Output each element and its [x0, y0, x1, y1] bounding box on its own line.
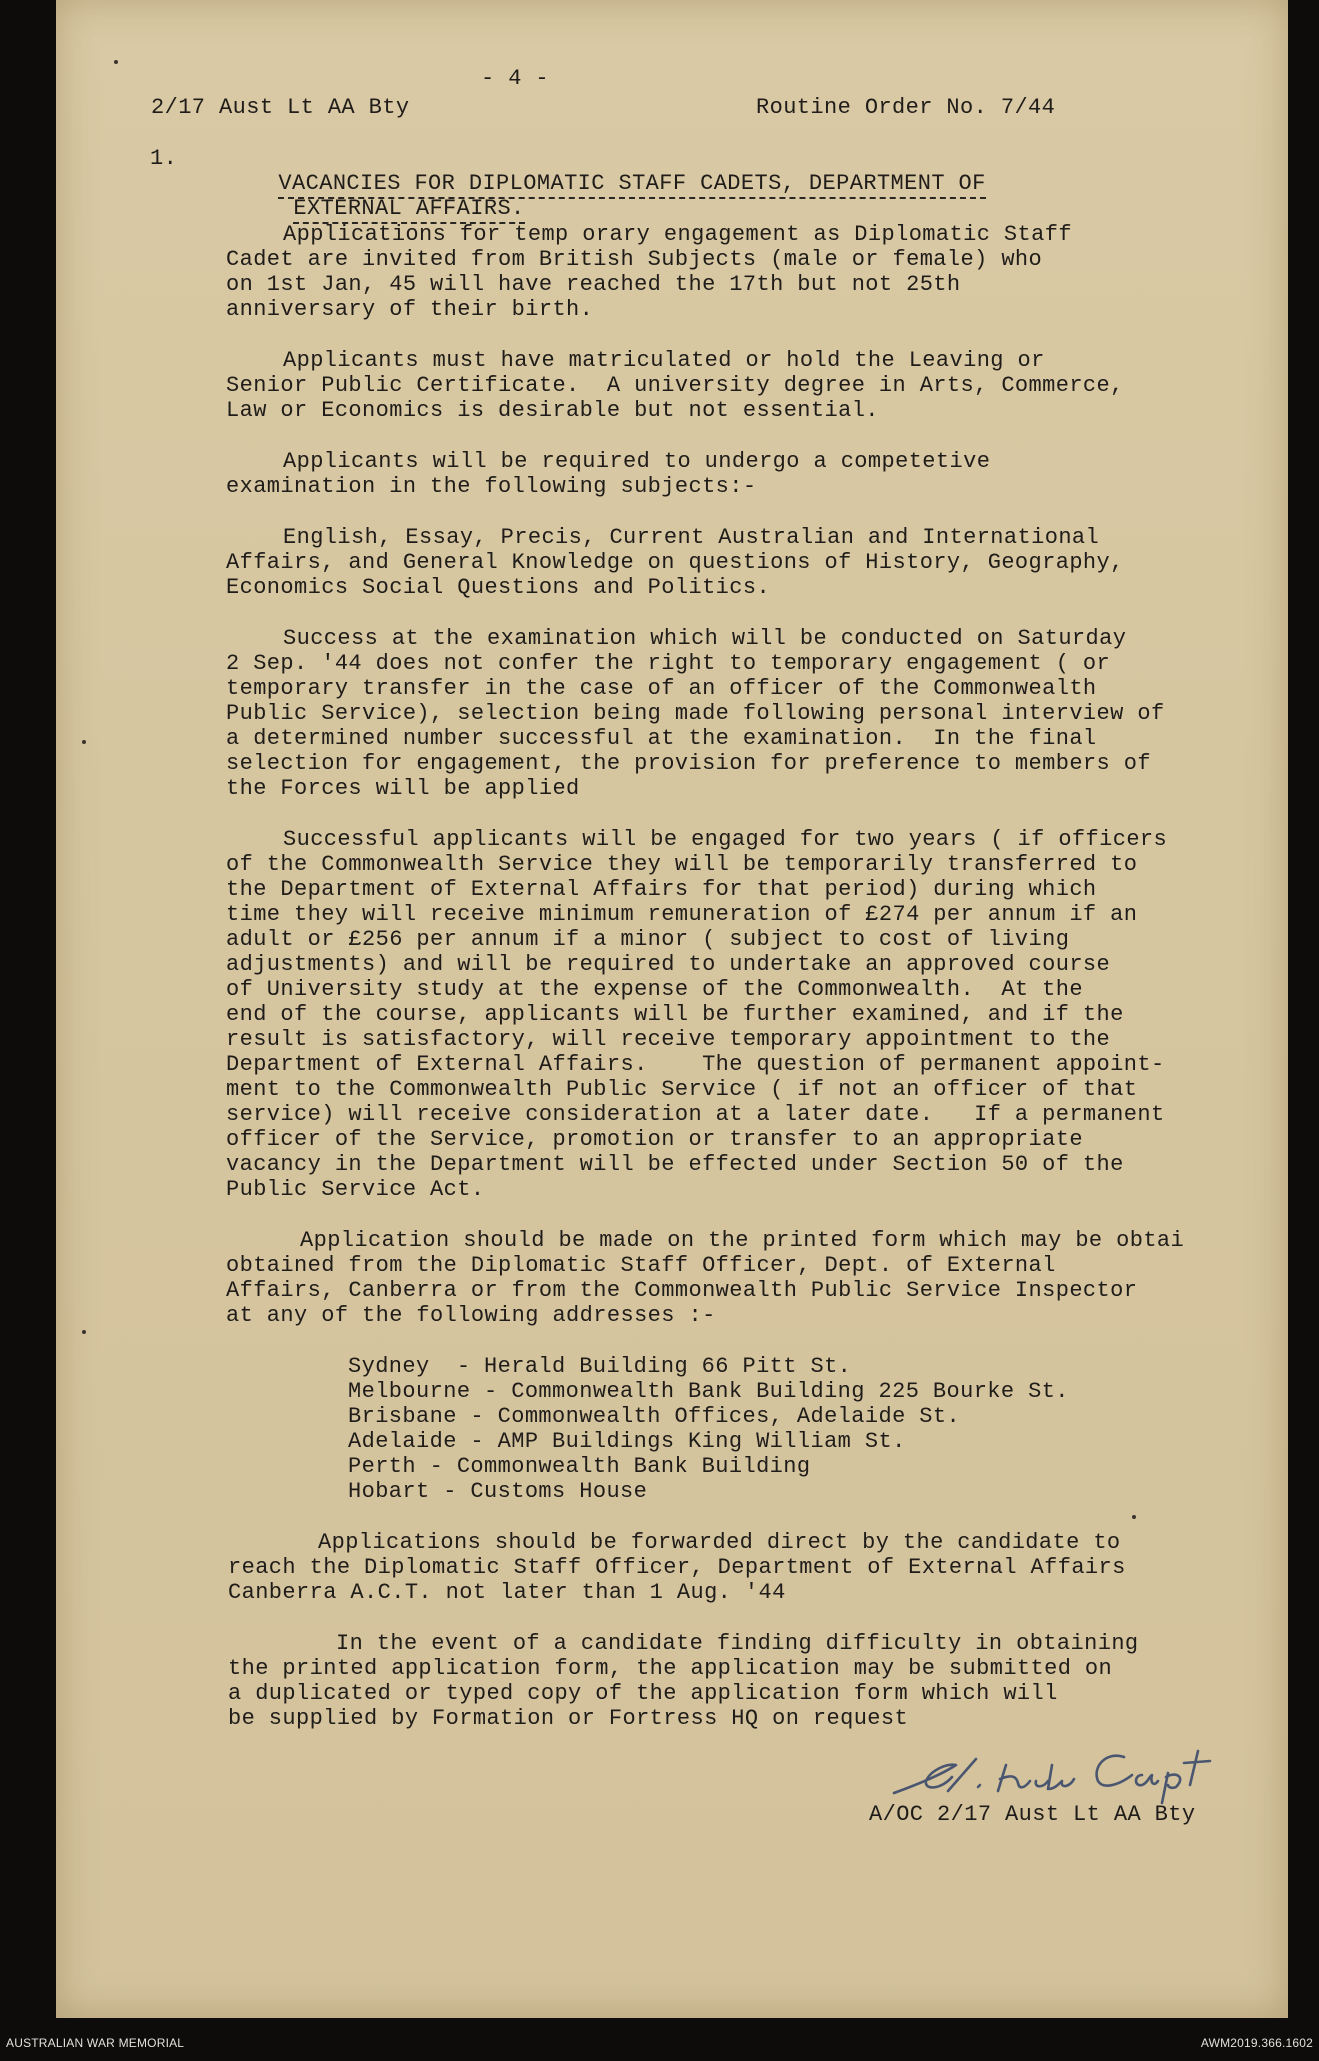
paper-speck: [82, 1330, 86, 1334]
paragraph-line: result is satisfactory, will receive temporary appointment to the: [226, 1027, 1111, 1052]
address-item: Perth - Commonwealth Bank Building: [348, 1454, 811, 1479]
item-number: 1.: [150, 146, 178, 171]
paragraph-line: end of the course, applicants will be further examined, and if the: [226, 1002, 1124, 1027]
paragraph-line: the Department of External Affairs for that period) during which: [226, 877, 1097, 902]
paragraph-line: examination in the following subjects:-: [226, 474, 757, 499]
paragraph-line: a determined number successful at the examination. In the final: [226, 726, 1097, 751]
paper-speck: [1132, 1515, 1136, 1519]
signature-block: A/OC 2/17 Aust Lt AA Bty: [869, 1802, 1196, 1827]
paragraph-line: Law or Economics is desirable but not essential.: [226, 398, 879, 423]
paragraph-line: adult or £256 per annum if a minor ( subject to cost of living: [226, 927, 1070, 952]
paragraph-line: service) will receive consideration at a later date. If a permanent: [226, 1102, 1165, 1127]
header-unit: 2/17 Aust Lt AA Bty: [151, 95, 410, 120]
paragraph-line: a duplicated or typed copy of the application form which will: [228, 1681, 1058, 1706]
paragraph-line: temporary transfer in the case of an officer of the Commonwealth: [226, 676, 1097, 701]
document-page: [56, 0, 1288, 2018]
paragraph-line: anniversary of their birth.: [226, 297, 594, 322]
paragraph-line: 2 Sep. '44 does not confer the right to temporary engagement ( or: [226, 651, 1111, 676]
paragraph-line: Public Service), selection being made following personal interview of: [226, 701, 1165, 726]
paragraph-line: Department of External Affairs. The question of permanent appoint-: [226, 1052, 1165, 1077]
paragraph-line: Applications should be forwarded direct by the candidate to: [318, 1530, 1121, 1555]
handwritten-signature: [886, 1735, 1246, 1805]
paragraph-line: vacancy in the Department will be effected under Section 50 of the: [226, 1152, 1124, 1177]
paragraph-line: Applicants will be required to undergo a competetive: [283, 449, 991, 474]
paragraph-line: adjustments) and will be required to undertake an approved course: [226, 952, 1111, 977]
paragraph-line: Senior Public Certificate. A university degree in Arts, Commerce,: [226, 373, 1124, 398]
paragraph-line: the printed application form, the application may be submitted on: [228, 1656, 1113, 1681]
paragraph-line: English, Essay, Precis, Current Australian and International: [283, 525, 1100, 550]
page-number: - 4 -: [481, 66, 550, 91]
paragraph-line: Cadet are invited from British Subjects (male or female) who: [226, 247, 1043, 272]
paragraph-line: Applicants must have matriculated or hold the Leaving or: [283, 348, 1045, 373]
paragraph-line: of University study at the expense of the Commonwealth. At the: [226, 977, 1083, 1002]
paragraph-line: Affairs, Canberra or from the Commonwealth Public Service Inspector: [226, 1278, 1138, 1303]
paragraph-line: Applications for temp orary engagement as Diplomatic Staff: [283, 222, 1072, 247]
paragraph-line: time they will receive minimum remuneration of £274 per annum if an: [226, 902, 1138, 927]
footer-right: AWM2019.366.1602: [1200, 2036, 1313, 2050]
paragraph-line: In the event of a candidate finding difficulty in obtaining: [336, 1631, 1139, 1656]
paragraph-line: Success at the examination which will be conducted on Saturday: [283, 626, 1127, 651]
paragraph-line: officer of the Service, promotion or transfer to an appropriate: [226, 1127, 1083, 1152]
paragraph-line: at any of the following addresses :-: [226, 1303, 716, 1328]
paragraph-line: Application should be made on the printed form which may be obtai: [300, 1228, 1185, 1253]
paragraph-line: the Forces will be applied: [226, 776, 580, 801]
address-item: Sydney - Herald Building 66 Pitt St.: [348, 1354, 852, 1379]
paragraph-line: ment to the Commonwealth Public Service ( if not an officer of that: [226, 1077, 1138, 1102]
paper-speck: [82, 740, 86, 744]
address-item: Melbourne - Commonwealth Bank Building 225 Bourke St.: [348, 1379, 1069, 1404]
paper-speck: [114, 60, 118, 64]
address-item: Hobart - Customs House: [348, 1479, 648, 1504]
footer-left: AUSTRALIAN WAR MEMORIAL: [6, 2036, 185, 2050]
section-title-text-1: VACANCIES FOR DIPLOMATIC STAFF CADETS, DEPARTMENT OF: [278, 171, 985, 199]
paragraph-line: Successful applicants will be engaged for two years ( if officers: [283, 827, 1168, 852]
paragraph-line: selection for engagement, the provision for preference to members of: [226, 751, 1151, 776]
section-title-text-2: EXTERNAL AFFAIRS.: [293, 196, 524, 224]
address-item: Brisbane - Commonwealth Offices, Adelaide St.: [348, 1404, 961, 1429]
paragraph-line: reach the Diplomatic Staff Officer, Department of External Affairs: [228, 1555, 1126, 1580]
paragraph-line: Public Service Act.: [226, 1177, 485, 1202]
paragraph-line: be supplied by Formation or Fortress HQ on request: [228, 1706, 909, 1731]
paragraph-line: on 1st Jan, 45 will have reached the 17th but not 25th: [226, 272, 961, 297]
paragraph-line: obtained from the Diplomatic Staff Officer, Dept. of External: [226, 1253, 1056, 1278]
paragraph-line: Economics Social Questions and Politics.: [226, 575, 771, 600]
paragraph-line: Canberra A.C.T. not later than 1 Aug. '44: [228, 1580, 786, 1605]
address-item: Adelaide - AMP Buildings King William St.: [348, 1429, 906, 1454]
paragraph-line: of the Commonwealth Service they will be temporarily transferred to: [226, 852, 1138, 877]
header-routine-order: Routine Order No. 7/44: [756, 95, 1056, 120]
paragraph-line: Affairs, and General Knowledge on questions of History, Geography,: [226, 550, 1124, 575]
